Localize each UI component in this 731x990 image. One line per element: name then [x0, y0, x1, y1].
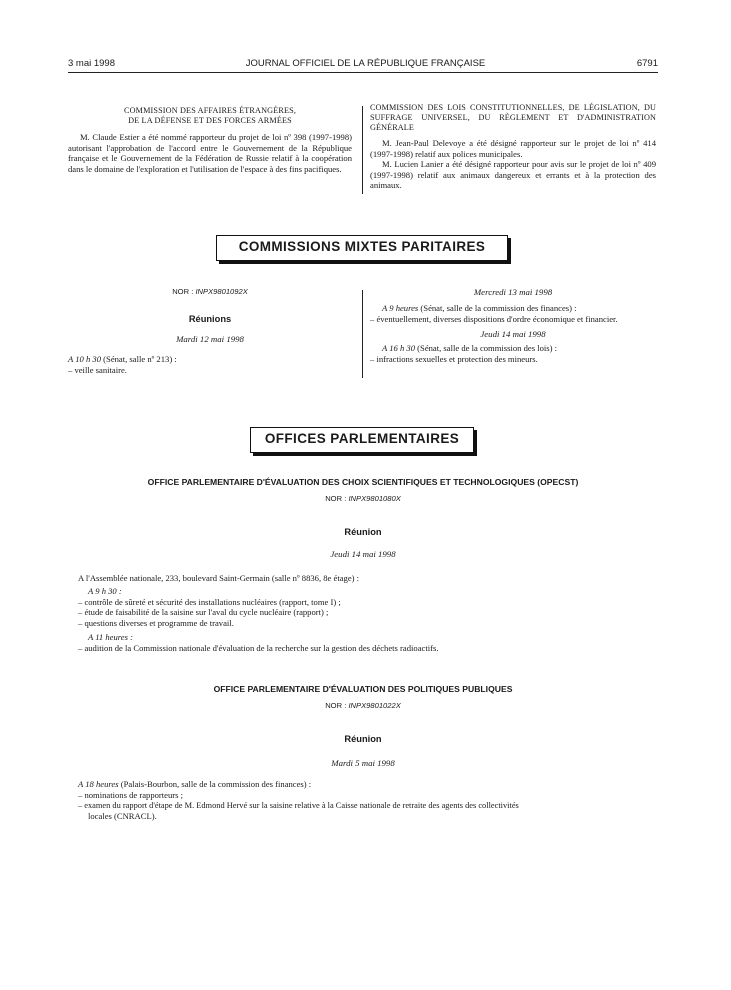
opecst-nor-label: NOR :	[325, 494, 347, 503]
cmp-left-session	[68, 354, 352, 365]
cmp-left-column	[68, 287, 352, 376]
cmp-right-place-1: (Sénat, salle de la commission des finances) :	[418, 303, 577, 313]
cmp-left-item: – veille sanitaire.	[68, 364, 127, 375]
cmp-right-item-1: – éventuellement, diverses dispositions d'ordre économique et financier.	[370, 313, 618, 324]
opecst-date: Jeudi 14 mai 1998	[330, 549, 396, 559]
opepp-nor	[68, 701, 658, 710]
header-page-number: 6791	[636, 58, 658, 69]
right-commission-text-2: M. Lucien Lanier a été désigné rapporteur pour avis sur le projet de loi nº 409 (1997-1998) relatif aux animaux dangereux et errants et à la protection des animaux.	[370, 159, 656, 191]
opepp-date: Mardi 5 mai 1998	[331, 758, 395, 768]
opepp-agenda	[78, 779, 658, 822]
right-commission-block	[370, 103, 656, 191]
opecst-title: OFFICE PARLEMENTAIRE D'ÉVALUATION DES CHOIX SCIENTIFIQUES ET TECHNOLOGIQUES (OPECST)	[147, 477, 579, 487]
opepp-item-2: – examen du rapport d'étape de M. Edmond Hervé sur la saisine relative à la Caisse nationale de retraite des agents des collectivités	[78, 800, 519, 810]
header-journal-title: JOURNAL OFFICIEL DE LA RÉPUBLIQUE FRANÇAISE	[245, 58, 486, 69]
opepp-place: (Palais-Bourbon, salle de la commission des finances) :	[118, 779, 312, 789]
cmp-right-place-2: (Sénat, salle de la commission des lois) :	[415, 343, 558, 354]
cmp-left-date: Mardi 12 mai 1998	[176, 334, 244, 344]
cmp-section-title: COMMISSIONS MIXTES PARITAIRES	[216, 235, 508, 261]
offices-section-title: OFFICES PARLEMENTAIRES	[250, 427, 474, 453]
opecst-item-2: – étude de faisabilité de la saisine sur l'aval du cycle nucléaire (rapport) ;	[78, 607, 329, 618]
cmp-nor-label: NOR :	[172, 287, 194, 296]
opepp-item-2-continued: locales (CNRACL).	[88, 811, 157, 822]
column-separator-cmp	[362, 290, 363, 378]
cmp-nor	[68, 287, 352, 296]
opecst-item-4: – audition de la Commission nationale d'évaluation de la recherche sur la gestion des déchets radioactifs.	[78, 642, 439, 653]
opecst-nor-code: INPX9801080X	[348, 494, 401, 503]
opecst-item-1: – contrôle de sûreté et sécurité des installations nucléaires (rapport, tome I) ;	[78, 596, 341, 607]
left-commission-heading-1: COMMISSION DES AFFAIRES ÉTRANGÈRES,	[123, 106, 297, 115]
opecst-place: A l'Assemblée nationale, 233, boulevard Saint-Germain (salle nº 8836, 8e étage) :	[78, 573, 360, 583]
right-commission-text-1: M. Jean-Paul Delevoye a été désigné rapporteur sur le projet de loi nº 414 (1997-1998) relatif aux polices municipales.	[370, 138, 656, 159]
opecst-item-3: – questions diverses et programme de travail.	[78, 618, 234, 629]
cmp-left-time: A 10 h 30	[68, 354, 102, 364]
cmp-right-time-1: A 9 heures	[382, 303, 419, 313]
opepp-time: A 18 heures	[78, 779, 119, 789]
header-date: 3 mai 1998	[68, 58, 116, 69]
opecst-nor	[68, 494, 658, 503]
column-separator-top	[362, 106, 363, 194]
opecst-reunion-heading: Réunion	[344, 527, 382, 537]
cmp-right-column	[370, 287, 656, 365]
header-rule	[68, 72, 658, 73]
left-commission-heading-2: DE LA DÉFENSE ET DES FORCES ARMÉES	[128, 116, 292, 125]
cmp-right-session-2	[370, 343, 656, 354]
opepp-session	[78, 779, 658, 790]
left-commission-block	[68, 106, 352, 174]
opepp-nor-code: INPX9801022X	[348, 701, 401, 710]
opepp-item-1: – nominations de rapporteurs ;	[78, 789, 184, 800]
cmp-right-item-2: – infractions sexuelles et protection des mineurs.	[370, 354, 538, 365]
opepp-title: OFFICE PARLEMENTAIRE D'ÉVALUATION DES POLITIQUES PUBLIQUES	[213, 684, 513, 694]
cmp-right-session-1	[370, 303, 656, 314]
left-commission-text: M. Claude Estier a été nommé rapporteur du projet de loi nº 398 (1997-1998) autorisant l'approbation de l'accord entre le Gouvernement de la République française et le Gouvernement de la Fédération de Russie relatif à la coopération dans le domaine de l'exploration et l'utilisation de l'espace à des fins pacifiques.	[68, 132, 352, 174]
right-commission-heading: COMMISSION DES LOIS CONSTITUTIONNELLES, DE LÉGISLATION, DU SUFFRAGE UNIVERSEL, DU RÈGLEMENT ET D'ADMINISTRATION GÉNÉRALE	[370, 103, 656, 132]
cmp-right-date-1: Mercredi 13 mai 1998	[473, 287, 553, 297]
opepp-nor-label: NOR :	[325, 701, 347, 710]
cmp-left-place: (Sénat, salle nº 213) :	[101, 354, 177, 364]
cmp-right-time-2: A 16 h 30	[382, 343, 416, 354]
cmp-reunions-heading: Réunions	[188, 314, 232, 324]
cmp-nor-code: INPX9801092X	[195, 287, 248, 296]
opecst-time-2: A 11 heures :	[88, 631, 133, 642]
opecst-time-1: A 9 h 30 :	[88, 585, 122, 596]
opepp-reunion-heading: Réunion	[344, 734, 382, 744]
cmp-right-date-2: Jeudi 14 mai 1998	[480, 329, 546, 340]
opecst-agenda	[78, 573, 658, 654]
